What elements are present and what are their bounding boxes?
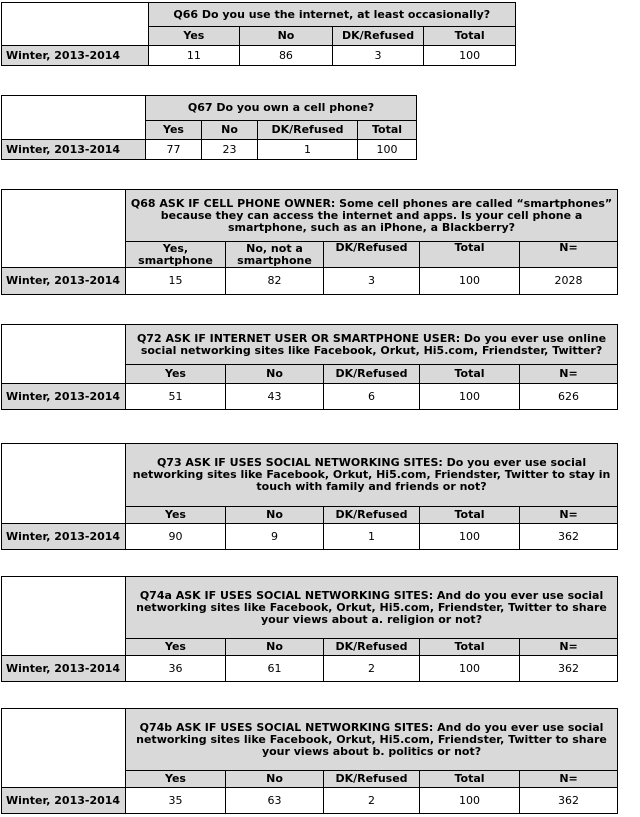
question-title: Q72 ASK IF INTERNET USER OR SMARTPHONE USER: Do you ever use online social networking sites like Facebook, Orkut, Hi5.com, Friendster, Twitter?: [126, 325, 618, 365]
value-n: 626: [520, 384, 618, 410]
header-yes: Yes: [146, 121, 202, 140]
row-label: Winter, 2013-2014: [2, 788, 126, 814]
value-n: 362: [520, 656, 618, 682]
table-row: [2, 140, 417, 160]
row-label: Winter, 2013-2014: [2, 46, 149, 66]
q66-table: [1, 2, 516, 66]
header-total: Total: [424, 27, 516, 46]
q67-table: [1, 95, 417, 160]
header-total: Total: [420, 639, 520, 656]
value-dk-refused: 1: [258, 140, 358, 160]
header-yes: Yes: [126, 771, 226, 788]
corner-cell: [2, 325, 126, 384]
row-label: Winter, 2013-2014: [2, 384, 126, 410]
corner-cell: [2, 96, 146, 140]
value-yes: 36: [126, 656, 226, 682]
value-total: 100: [424, 46, 516, 66]
header-total: Total: [420, 365, 520, 384]
header-no: No: [202, 121, 258, 140]
header-dk-refused: DK/Refused: [324, 365, 420, 384]
table-row: [2, 268, 618, 295]
header-no: No: [240, 27, 333, 46]
value-yes: 15: [126, 268, 226, 295]
value-yes: 35: [126, 788, 226, 814]
header-n: N=: [520, 771, 618, 788]
header-yes: Yes: [148, 27, 240, 46]
q73-table: [1, 443, 618, 550]
value-n: 362: [520, 524, 618, 550]
table-row: [2, 46, 516, 66]
value-yes: 51: [126, 384, 226, 410]
row-label: Winter, 2013-2014: [2, 524, 126, 550]
header-dk-refused: DK/Refused: [324, 639, 420, 656]
header-total: Total: [420, 771, 520, 788]
header-n: N=: [520, 507, 618, 524]
q74a-table: [1, 576, 618, 682]
corner-cell: [2, 577, 126, 656]
value-no: 82: [226, 268, 324, 295]
corner-cell: [2, 444, 126, 524]
header-total: Total: [358, 121, 417, 140]
value-yes: 11: [148, 46, 240, 66]
table-row: [2, 788, 618, 814]
header-yes: Yes: [126, 365, 226, 384]
table-row: [2, 384, 618, 410]
value-dk-refused: 1: [324, 524, 420, 550]
table-row: [2, 656, 618, 682]
corner-cell: [2, 190, 126, 268]
q74b-table: [1, 708, 618, 814]
corner-cell: [2, 709, 126, 788]
value-dk-refused: 2: [324, 656, 420, 682]
header-dk-refused: DK/Refused: [324, 242, 420, 268]
value-dk-refused: 3: [332, 46, 424, 66]
value-dk-refused: 3: [324, 268, 420, 295]
row-label: Winter, 2013-2014: [2, 268, 126, 295]
q72-table: [1, 324, 618, 410]
value-no: 86: [240, 46, 333, 66]
value-no: 23: [202, 140, 258, 160]
value-dk-refused: 6: [324, 384, 420, 410]
question-title: Q74a ASK IF USES SOCIAL NETWORKING SITES: And do you ever use social networking sites like Facebook, Orkut, Hi5.com, Friendster, Twitter to share your views about a. religion or not?: [126, 577, 618, 639]
value-no: 63: [226, 788, 324, 814]
value-n: 2028: [520, 268, 618, 295]
header-dk-refused: DK/Refused: [332, 27, 424, 46]
header-no: No, not a smartphone: [226, 242, 324, 268]
header-total: Total: [420, 242, 520, 268]
header-n: N=: [520, 639, 618, 656]
value-no: 43: [226, 384, 324, 410]
value-total: 100: [358, 140, 417, 160]
corner-cell: [2, 3, 149, 46]
header-no: No: [226, 771, 324, 788]
header-no: No: [226, 639, 324, 656]
question-title: Q68 ASK IF CELL PHONE OWNER: Some cell phones are called “smartphones” because they can access the internet and apps. Is your cell phone a smartphone, such as an iPhone, a Blackberry?: [126, 190, 618, 242]
header-total: Total: [420, 507, 520, 524]
header-yes: Yes: [126, 639, 226, 656]
value-total: 100: [420, 524, 520, 550]
value-yes: 90: [126, 524, 226, 550]
value-no: 9: [226, 524, 324, 550]
header-yes: Yes: [126, 507, 226, 524]
value-total: 100: [420, 788, 520, 814]
value-dk-refused: 2: [324, 788, 420, 814]
row-label: Winter, 2013-2014: [2, 656, 126, 682]
header-dk-refused: DK/Refused: [258, 121, 358, 140]
header-dk-refused: DK/Refused: [324, 771, 420, 788]
value-total: 100: [420, 384, 520, 410]
value-yes: 77: [146, 140, 202, 160]
value-no: 61: [226, 656, 324, 682]
question-title: Q73 ASK IF USES SOCIAL NETWORKING SITES: Do you ever use social networking sites like Facebook, Orkut, Hi5.com, Friendster, Twitter to stay in touch with family and friends or not?: [126, 444, 618, 507]
q68-table: [1, 189, 618, 295]
value-total: 100: [420, 656, 520, 682]
value-n: 362: [520, 788, 618, 814]
question-title: Q74b ASK IF USES SOCIAL NETWORKING SITES: And do you ever use social networking sites like Facebook, Orkut, Hi5.com, Friendster, Twitter to share your views about b. politics or not?: [126, 709, 618, 771]
header-n: N=: [520, 242, 618, 268]
value-total: 100: [420, 268, 520, 295]
table-row: [2, 524, 618, 550]
header-no: No: [226, 365, 324, 384]
row-label: Winter, 2013-2014: [2, 140, 146, 160]
question-title: Q66 Do you use the internet, at least occasionally?: [148, 3, 515, 27]
question-title: Q67 Do you own a cell phone?: [146, 96, 417, 121]
header-no: No: [226, 507, 324, 524]
header-dk-refused: DK/Refused: [324, 507, 420, 524]
header-n: N=: [520, 365, 618, 384]
header-yes: Yes, smartphone: [126, 242, 226, 268]
